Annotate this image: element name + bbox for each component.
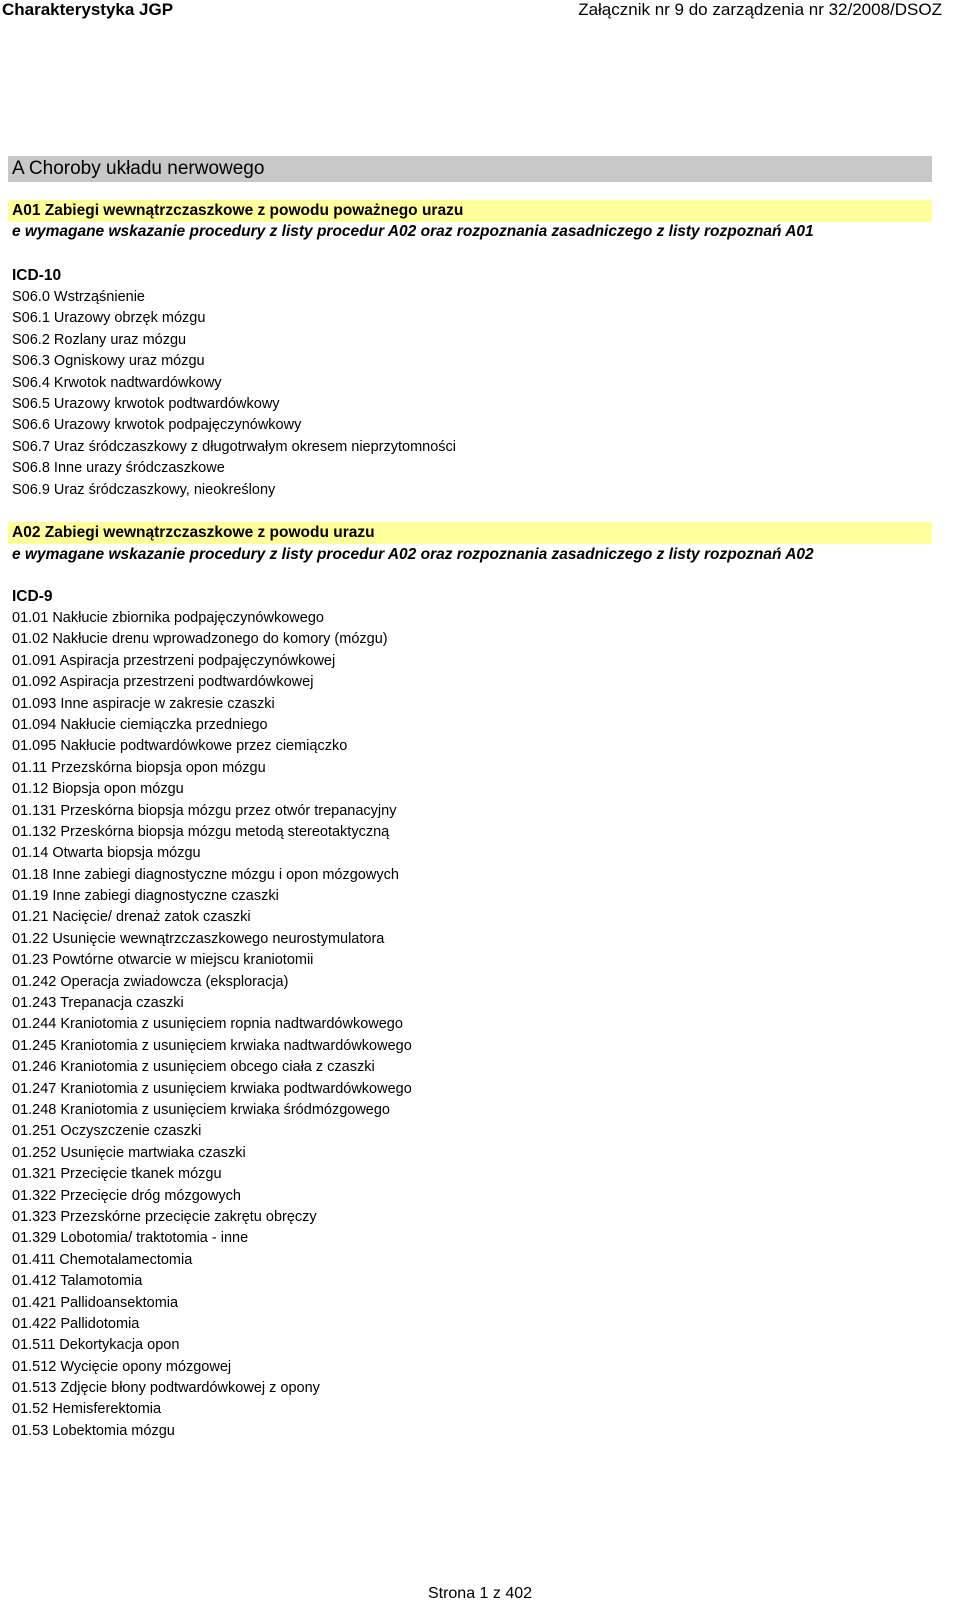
list-item: 01.247 Kraniotomia z usunięciem krwiaka podtwardówkowego [12,1080,412,1097]
list-item: S06.5 Urazowy krwotok podtwardówkowy [12,395,280,412]
list-item: 01.21 Nacięcie/ drenaż zatok czaszki [12,909,251,926]
list-item: 01.092 Aspiracja przestrzeni podtwardówkowej [12,674,314,691]
group-note-a01: e wymagane wskazanie procedury z listy procedur A02 oraz rozpoznania zasadniczego z listy rozpoznań A01 [12,223,814,240]
list-item: 01.244 Kraniotomia z usunięciem ropnia nadtwardówkowego [12,1016,403,1033]
code-system-title-a02: ICD-9 [12,588,53,605]
list-item: 01.243 Trepanacja czaszki [12,995,184,1012]
group-title-a02: A02 Zabiegi wewnątrzczaszkowe z powodu urazu [8,522,932,544]
icd10-list [12,287,456,501]
list-item: 01.132 Przeskórna biopsja mózgu metodą stereotaktyczną [12,823,390,840]
list-item: 01.252 Usunięcie martwiaka czaszki [12,1144,246,1161]
list-item: 01.19 Inne zabiegi diagnostyczne czaszki [12,888,279,905]
list-item: 01.02 Nakłucie drenu wprowadzonego do komory (mózgu) [12,631,388,648]
list-item: 01.412 Talamotomia [12,1273,143,1290]
list-item: 01.511 Dekortykacja opon [12,1337,180,1354]
list-item: 01.22 Usunięcie wewnątrzczaszkowego neurostymulatora [12,930,385,947]
list-item: 01.512 Wycięcie opony mózgowej [12,1358,232,1375]
list-item: 01.513 Zdjęcie błony podtwardówkowej z opony [12,1380,320,1397]
list-item: S06.2 Rozlany uraz mózgu [12,331,187,348]
list-item: 01.14 Otwarta biopsja mózgu [12,845,201,862]
list-item: 01.23 Powtórne otwarcie w miejscu kraniotomii [12,952,314,969]
list-item: 01.246 Kraniotomia z usunięciem obcego ciała z czaszki [12,1059,375,1076]
list-item: 01.53 Lobektomia mózgu [12,1422,175,1439]
list-item: S06.8 Inne urazy śródczaszkowe [12,460,225,477]
header-left-title: Charakterystyka JGP [2,0,174,19]
code-system-title-a01: ICD-10 [12,267,62,284]
list-item: 01.095 Nakłucie podtwardówkowe przez ciemiączko [12,738,348,755]
list-item: 01.329 Lobotomia/ traktotomia - inne [12,1230,249,1247]
icd9-list [12,608,412,1442]
group-title-a01: A01 Zabiegi wewnątrzczaszkowe z powodu poważnego urazu [8,200,932,222]
list-item: S06.4 Krwotok nadtwardówkowy [12,374,222,391]
list-item: 01.422 Pallidotomia [12,1315,140,1332]
chapter-heading: A Choroby układu nerwowego [8,156,932,182]
group-note-a02: e wymagane wskazanie procedury z listy procedur A02 oraz rozpoznania zasadniczego z listy rozpoznań A02 [12,546,814,563]
list-item: 01.52 Hemisferektomia [12,1401,162,1418]
list-item: S06.6 Urazowy krwotok podpajęczynówkowy [12,417,302,434]
list-item: 01.094 Nakłucie ciemiączka przedniego [12,716,268,733]
list-item: 01.411 Chemotalamectomia [12,1251,193,1268]
list-item: 01.12 Biopsja opon mózgu [12,781,184,798]
list-item: S06.3 Ogniskowy uraz mózgu [12,353,205,370]
list-item: 01.11 Przezskórna biopsja opon mózgu [12,759,266,776]
list-item: 01.321 Przecięcie tkanek mózgu [12,1166,222,1183]
list-item: 01.093 Inne aspiracje w zakresie czaszki [12,695,275,712]
list-item: 01.248 Kraniotomia z usunięciem krwiaka śródmózgowego [12,1101,390,1118]
list-item: 01.01 Nakłucie zbiornika podpajęczynówkowego [12,610,324,626]
list-item: 01.131 Przeskórna biopsja mózgu przez otwór trepanacyjny [12,802,397,819]
list-item: 01.242 Operacja zwiadowcza (eksploracja) [12,973,289,990]
list-item: S06.9 Uraz śródczaszkowy, nieokreślony [12,481,276,498]
list-item: 01.091 Aspiracja przestrzeni podpajęczynówkowej [12,652,336,669]
list-item: 01.323 Przezskórne przecięcie zakrętu obręczy [12,1208,317,1225]
list-item: 01.18 Inne zabiegi diagnostyczne mózgu i opon mózgowych [12,866,399,883]
header-right-title: Załącznik nr 9 do zarządzenia nr 32/2008/DSOZ [578,0,942,19]
list-item: S06.7 Uraz śródczaszkowy z długotrwałym okresem nieprzytomności [12,438,457,455]
list-item: 01.322 Przecięcie dróg mózgowych [12,1187,241,1204]
list-item: S06.0 Wstrząśnienie [12,289,145,305]
list-item: 01.421 Pallidoansektomia [12,1294,179,1311]
list-item: 01.251 Oczyszczenie czaszki [12,1123,202,1140]
page-number-footer: Strona 1 z 402 [427,1585,533,1602]
list-item: S06.1 Urazowy obrzęk mózgu [12,310,206,327]
list-item: 01.245 Kraniotomia z usunięciem krwiaka nadtwardówkowego [12,1037,412,1054]
